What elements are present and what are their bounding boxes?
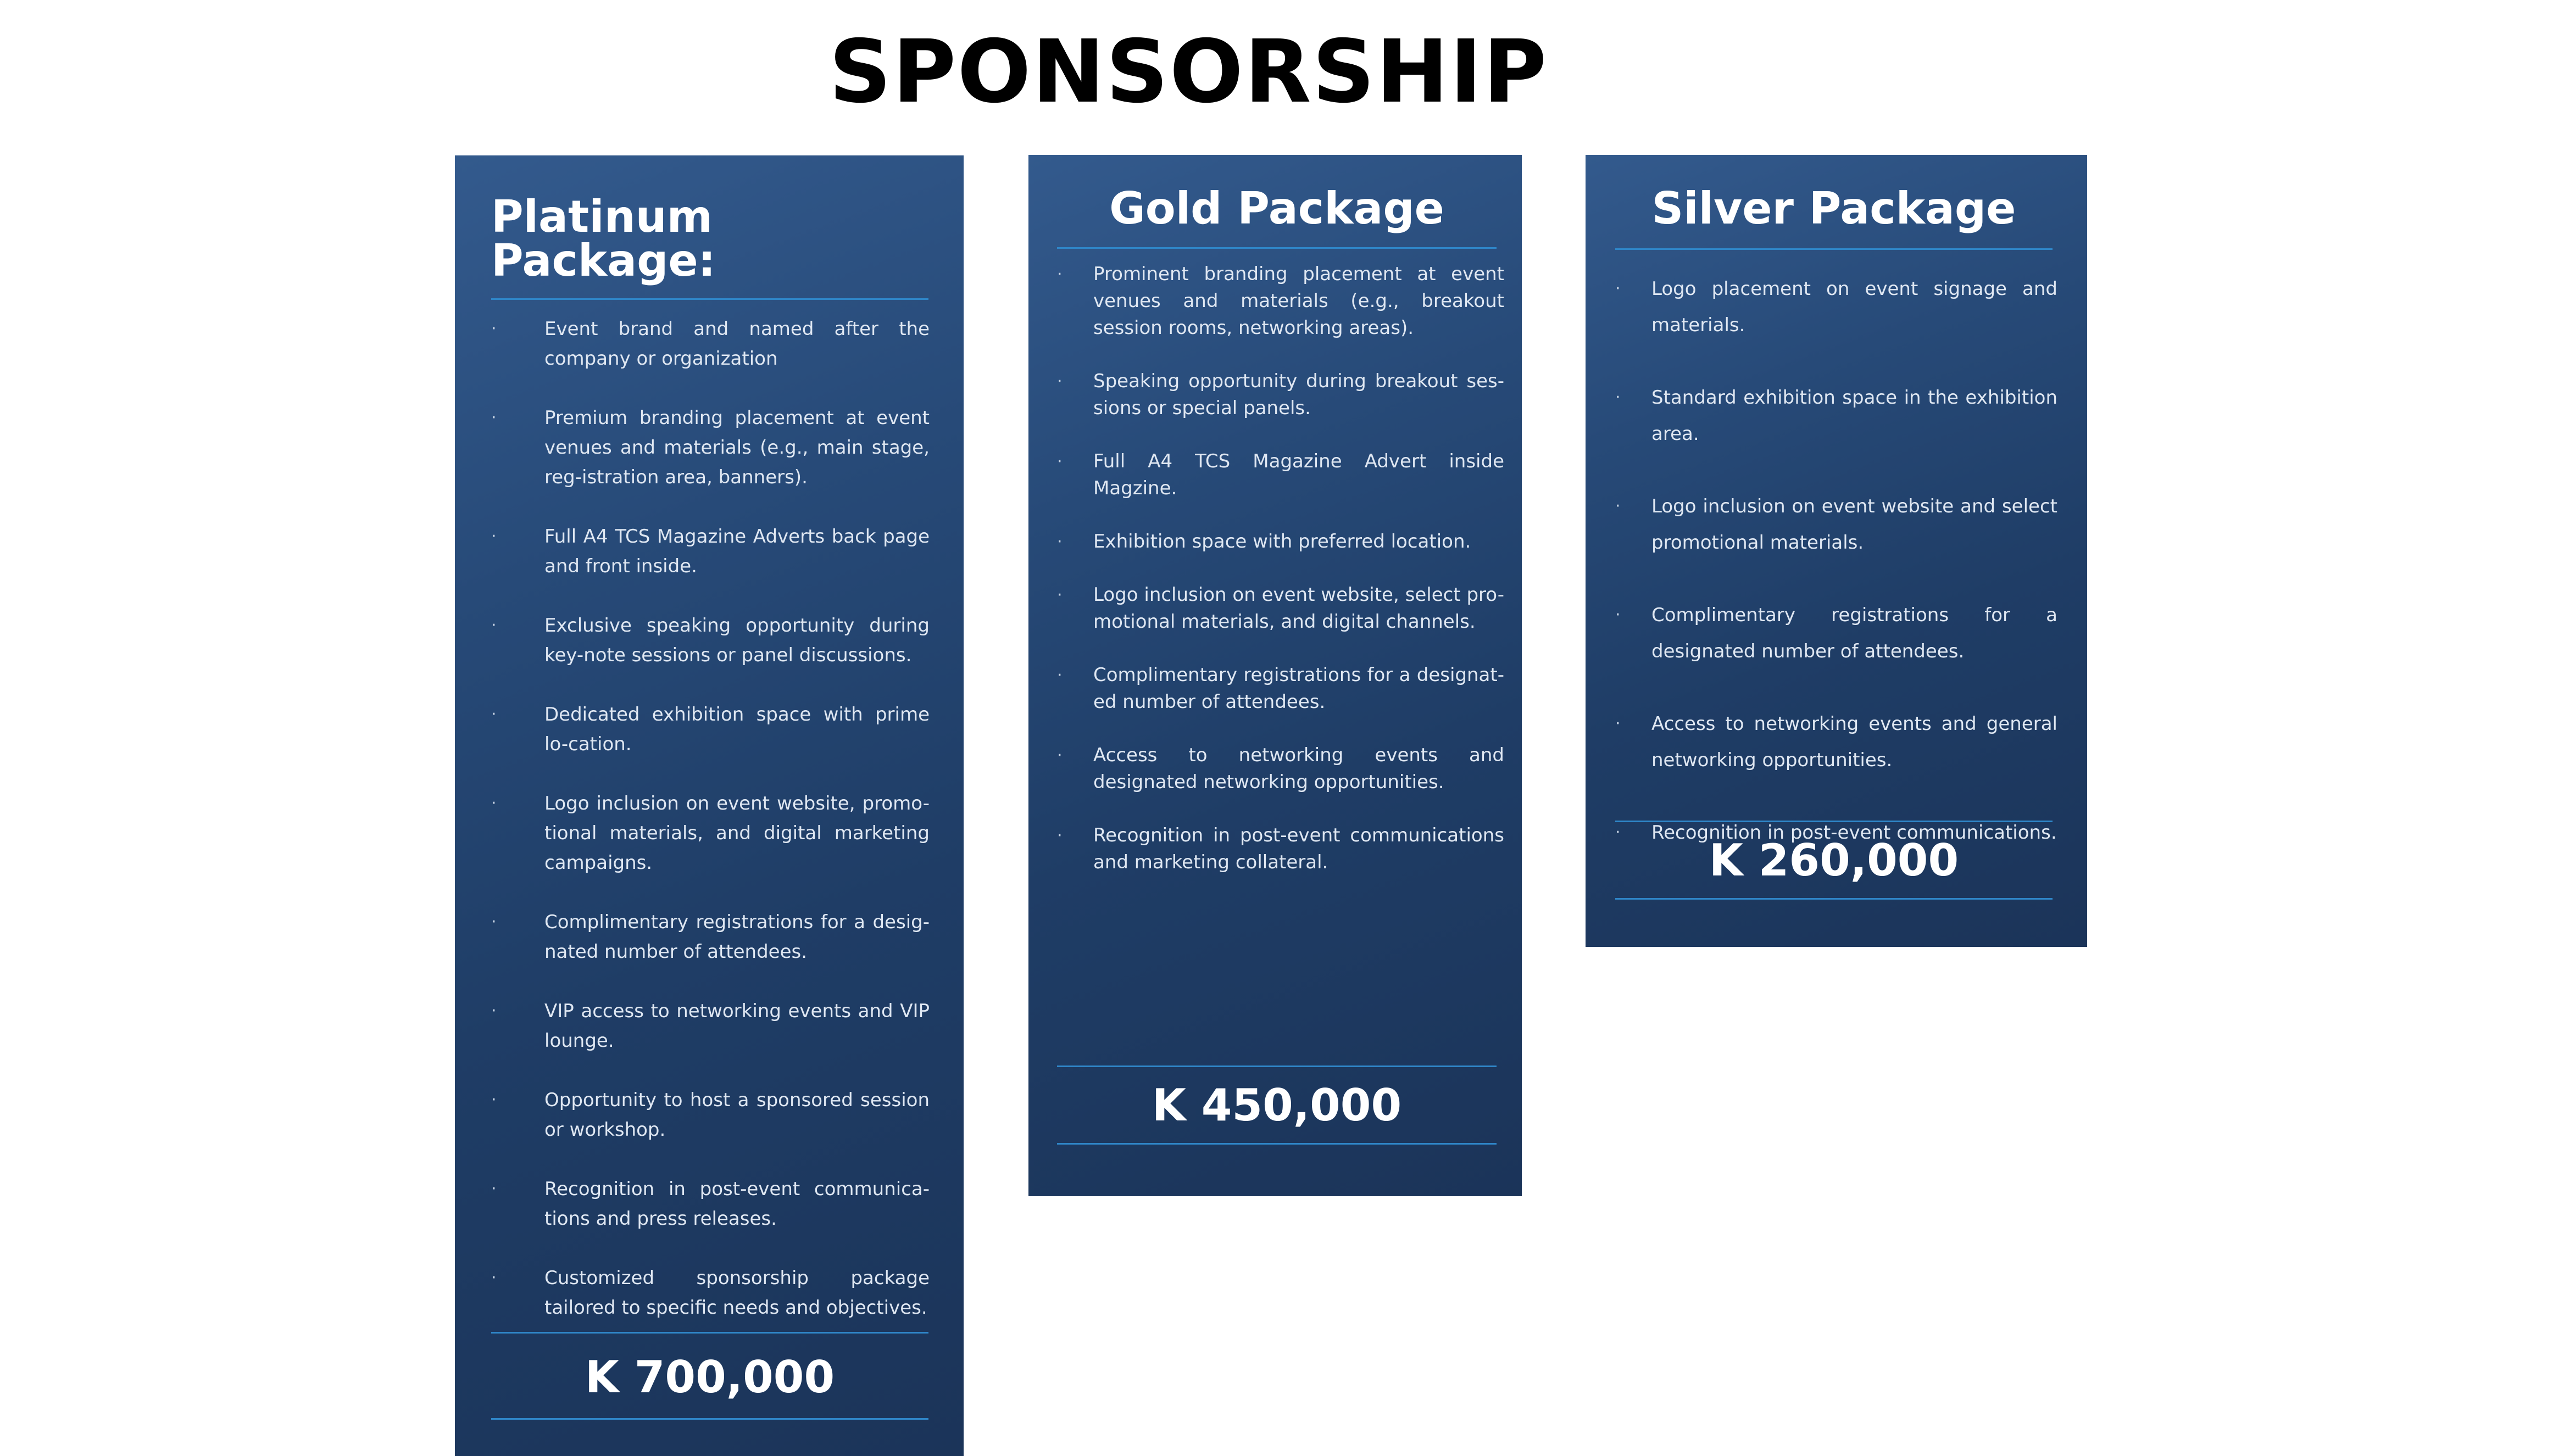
feature-text: VIP access to networking events and VIP lounge. bbox=[544, 1000, 930, 1052]
gold-feature-item bbox=[1057, 822, 1504, 876]
bullet-icon: · bbox=[491, 794, 497, 813]
feature-text: Logo inclusion on event website, promo-tional materials, and digital marketing campaigns. bbox=[544, 793, 930, 874]
bullet-icon: · bbox=[1615, 823, 1621, 842]
bullet-icon: · bbox=[1057, 826, 1063, 845]
bullet-icon: · bbox=[1057, 585, 1063, 605]
bullet-icon: · bbox=[1057, 452, 1063, 471]
gold-feature-item bbox=[1057, 742, 1504, 796]
silver-feature-item bbox=[1615, 597, 2057, 670]
silver-feature-item bbox=[1615, 380, 2057, 452]
feature-text: Prominent branding placement at event venues and materials (e.g., breakout session rooms, networking areas). bbox=[1093, 263, 1504, 339]
bullet-icon: · bbox=[491, 1179, 497, 1198]
feature-text: Logo inclusion on event website and select promotional materials. bbox=[1651, 495, 2057, 554]
bullet-icon: · bbox=[1615, 388, 1621, 407]
feature-text: Full A4 TCS Magazine Advert inside Magzine. bbox=[1093, 450, 1504, 499]
bullet-icon: · bbox=[491, 1001, 497, 1020]
silver-feature-item bbox=[1615, 488, 2057, 561]
bullet-icon: · bbox=[491, 616, 497, 635]
feature-text: Exclusive speaking opportunity during key-note sessions or panel discussions. bbox=[544, 615, 930, 666]
feature-text: Standard exhibition space in the exhibition area. bbox=[1651, 387, 2057, 445]
bullet-icon: · bbox=[1057, 532, 1063, 551]
feature-text: Recognition in post-event communications. bbox=[1651, 822, 2057, 844]
platinum-feature-list bbox=[491, 314, 930, 1323]
feature-text: Full A4 TCS Magazine Adverts back page and front inside. bbox=[544, 526, 930, 577]
gold-feature-item bbox=[1057, 582, 1504, 635]
feature-text: Exhibition space with preferred location. bbox=[1093, 531, 1471, 553]
platinum-feature-item bbox=[491, 996, 930, 1056]
bullet-icon: · bbox=[491, 912, 497, 931]
bullet-icon: · bbox=[1615, 497, 1621, 516]
feature-text: Complimentary registrations for a designated number of attendees. bbox=[1651, 604, 2057, 662]
feature-text: Complimentary registrations for a desig-nated number of attendees. bbox=[544, 911, 930, 963]
bullet-icon: · bbox=[491, 1090, 497, 1109]
feature-text: Logo inclusion on event website, select pro-motional materials, and digital channels. bbox=[1093, 584, 1504, 633]
silver-price: K 260,000 bbox=[1615, 821, 2053, 900]
feature-text: Recognition in post-event communica-tions and press releases. bbox=[544, 1178, 930, 1230]
bullet-icon: · bbox=[491, 319, 497, 338]
platinum-feature-item bbox=[491, 403, 930, 492]
gold-feature-list bbox=[1057, 261, 1504, 876]
platinum-package-title: Platinum Package: bbox=[491, 155, 928, 300]
bullet-icon: · bbox=[1615, 605, 1621, 624]
gold-feature-item bbox=[1057, 528, 1504, 555]
bullet-icon: · bbox=[1057, 746, 1063, 765]
feature-text: Access to networking events and designated networking opportunities. bbox=[1093, 744, 1504, 793]
silver-feature-list bbox=[1615, 271, 2057, 851]
feature-text: Premium branding placement at event venues and materials (e.g., main stage, reg-istration area, banners). bbox=[544, 407, 930, 488]
bullet-icon: · bbox=[491, 527, 497, 546]
feature-text: Speaking opportunity during breakout ses-sions or special panels. bbox=[1093, 370, 1504, 419]
platinum-feature-item bbox=[491, 611, 930, 670]
silver-package-title: Silver Package bbox=[1615, 155, 2053, 250]
platinum-feature-item bbox=[491, 1263, 930, 1323]
platinum-feature-item bbox=[491, 1085, 930, 1145]
silver-feature-item bbox=[1615, 271, 2057, 343]
feature-text: Access to networking events and general networking opportunities. bbox=[1651, 713, 2057, 771]
feature-text: Customized sponsorship package tailored to specific needs and objectives. bbox=[544, 1267, 930, 1319]
gold-feature-item bbox=[1057, 662, 1504, 716]
platinum-price: K 700,000 bbox=[491, 1332, 928, 1420]
bullet-icon: · bbox=[491, 705, 497, 724]
feature-text: Opportunity to host a sponsored session or workshop. bbox=[544, 1089, 930, 1141]
feature-text: Logo placement on event signage and materials. bbox=[1651, 278, 2057, 336]
feature-text: Event brand and named after the company or organization bbox=[544, 318, 930, 370]
gold-feature-item bbox=[1057, 368, 1504, 422]
gold-price: K 450,000 bbox=[1057, 1065, 1497, 1145]
bullet-icon: · bbox=[1057, 372, 1063, 391]
bullet-icon: · bbox=[1615, 279, 1621, 298]
gold-package-panel bbox=[1028, 155, 1522, 1196]
gold-package-title: Gold Package bbox=[1057, 155, 1497, 249]
platinum-feature-item bbox=[491, 700, 930, 759]
bullet-icon: · bbox=[1615, 714, 1621, 733]
platinum-feature-item bbox=[491, 789, 930, 878]
feature-text: Recognition in post-event communications and marketing collateral. bbox=[1093, 824, 1504, 873]
bullet-icon: · bbox=[1057, 666, 1063, 685]
platinum-package-panel bbox=[455, 155, 964, 1456]
platinum-feature-item bbox=[491, 1174, 930, 1234]
bullet-icon: · bbox=[1057, 265, 1063, 284]
page-title: SPONSORSHIP bbox=[828, 21, 1548, 122]
gold-feature-item bbox=[1057, 448, 1504, 502]
feature-text: Dedicated exhibition space with prime lo-cation. bbox=[544, 704, 930, 755]
bullet-icon: · bbox=[491, 1268, 497, 1287]
platinum-feature-item bbox=[491, 907, 930, 967]
gold-feature-item bbox=[1057, 261, 1504, 342]
bullet-icon: · bbox=[491, 408, 497, 427]
silver-feature-item bbox=[1615, 706, 2057, 778]
silver-package-panel bbox=[1586, 155, 2087, 947]
platinum-feature-item bbox=[491, 314, 930, 373]
platinum-feature-item bbox=[491, 522, 930, 581]
feature-text: Complimentary registrations for a designat-ed number of attendees. bbox=[1093, 664, 1504, 713]
